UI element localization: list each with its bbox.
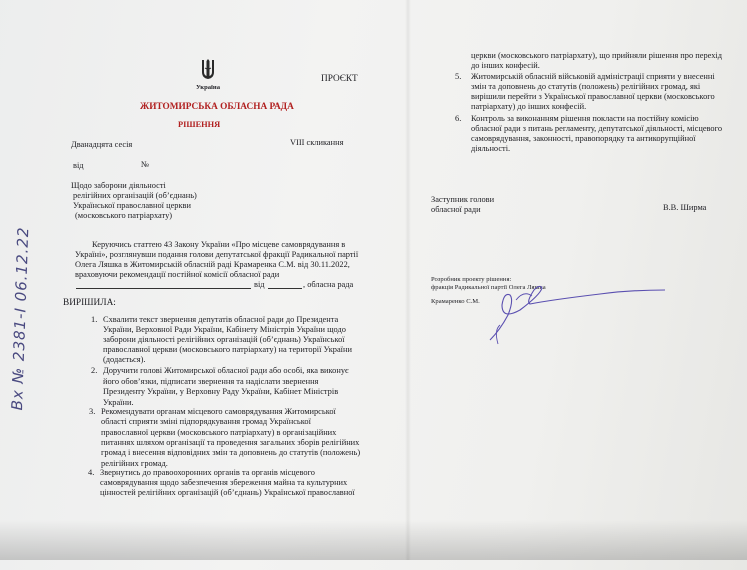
bottom-shadow (0, 520, 747, 560)
resolved-label: ВИРІШИЛА: (63, 298, 116, 308)
number-label: № (141, 160, 149, 169)
item-text-line: діяльності. (471, 144, 511, 153)
item-text-line: змін та доповнень до статутів (положень) релігійних громад, які (471, 82, 701, 91)
preamble-line: Керуючись статтею 43 Закону України «Про місцеве самоврядування в (92, 240, 346, 249)
deputy-title: обласної ради (431, 205, 481, 214)
item4-continuation: церкви (московського патріархату), що прийняли рішення про перехід (471, 51, 723, 60)
item-text-line: обласної ради з питань регламенту, депутатської діяльності, місцевого (471, 124, 723, 133)
draft-label: ПРОЄКТ (321, 74, 358, 84)
page-fold (405, 0, 411, 560)
item-text-line: області сприяти зміні підпорядкування громад Української (101, 417, 311, 427)
deputy-name: В.В. Ширма (663, 203, 707, 212)
date-label: від (73, 161, 84, 170)
blank-underline (268, 288, 302, 289)
council-heading: ЖИТОМИРСЬКА ОБЛАСНА РАДА (140, 102, 294, 112)
item-text-line: його обов’язки, підписати звернення та надіслати звернення (103, 376, 319, 386)
developer-faction: фракція Радикальної партії Олега Ляшка (431, 284, 546, 291)
item-text-line: самоврядування, законності, правопорядку та антикорупційної (471, 134, 696, 143)
decision-heading: РІШЕННЯ (178, 120, 221, 129)
subject-line: Щодо заборони діяльності (71, 181, 166, 190)
item-text-line: вирішили перейти з Української православної церкви (московського (471, 92, 715, 101)
item-number: 3. (89, 407, 96, 416)
item-text-line: питаннях шляхом організації та проведення загальних зборів релігійних (101, 437, 360, 447)
item-text-line: патріархату) до інших конфесій. (471, 102, 587, 111)
item-number: 6. (455, 114, 462, 123)
item-text-line: Схвалити текст звернення депутатів обласної ради до Президента (103, 315, 339, 324)
item-text-line: самоврядування щодо забезпечення збереження майна та культурних (100, 478, 348, 487)
signature-icon (480, 270, 680, 350)
item-text-line: Контроль за виконанням рішення покласти на постійну комісію (471, 114, 699, 123)
item4-continuation: до інших конфесій. (471, 61, 540, 70)
item-text-line: Житомирській обласній військовій адміністрації сприяти у внесенні (471, 72, 715, 81)
item-text-line: Звернутись до правоохоронних органів та органів місцевого (100, 468, 315, 477)
developer-label: Розробник проекту рішення: (431, 276, 512, 283)
coat-of-arms-icon (200, 58, 216, 80)
item-text-line: Доручити голові Житомирської обласної ради або особі, яка виконує (103, 366, 349, 375)
session-label: Дванадцята сесія (71, 140, 133, 149)
item-text-line: України, Верховної Ради України, Кабінету Міністрів України щодо (103, 325, 346, 334)
item-number: 1. (91, 315, 98, 324)
item-text-line: України. (103, 397, 134, 407)
deputy-title: Заступник голови (431, 195, 495, 204)
item-text-line: Президенту України, у Верховну Раду України, Кабінет Міністрів (103, 387, 339, 396)
country-label: Україна (196, 84, 220, 91)
preamble-line: враховуючи рекомендації постійної комісії обласної ради (75, 270, 280, 279)
subject-line: релігійних організацій (об’єднань) (73, 191, 197, 200)
item-number: 5. (455, 72, 462, 81)
item-text-line: Рекомендувати органам місцевого самоврядування Житомирської (101, 407, 336, 416)
blank-underline (76, 288, 251, 289)
item-text-line: цінностей релігійних організацій (об’єднань) Української православної (100, 488, 355, 497)
item-text-line: (додається). (103, 355, 146, 364)
preamble-line: Олега Ляшка в Житомирській обласній раді Крамаренка С.М. від 30.11.2022, (75, 260, 350, 269)
subject-line: (московського патріархату) (75, 211, 173, 220)
item-text-line: православної церкви (московського патріархату) в організаційних (101, 427, 337, 437)
subject-line: Української православної церкви (73, 201, 191, 210)
convocation-label: VIII скликання (290, 138, 344, 147)
item-text-line: заборони діяльності релігійних організацій (об’єднань) Української (103, 335, 345, 344)
item-text-line: громад і внесення відповідних змін та доповнень до статутів (положень) (101, 448, 361, 458)
item-number: 4. (88, 468, 95, 477)
handwritten-registration-note: Вх № 2381-I 06.12.22 (8, 226, 33, 411)
preamble-from: від (254, 280, 265, 289)
item-number: 2. (91, 366, 98, 375)
item-text-line: православної церкви (московського патріархату) на території України (103, 345, 352, 354)
preamble-line: Україні», розглянувши подання голови депутатської фракції Радикальної партії (75, 250, 359, 259)
developer-name: Крамаренко С.М. (431, 298, 480, 305)
preamble-council: , обласна рада (303, 280, 354, 289)
item-text-line: релігійних громад. (101, 458, 168, 468)
